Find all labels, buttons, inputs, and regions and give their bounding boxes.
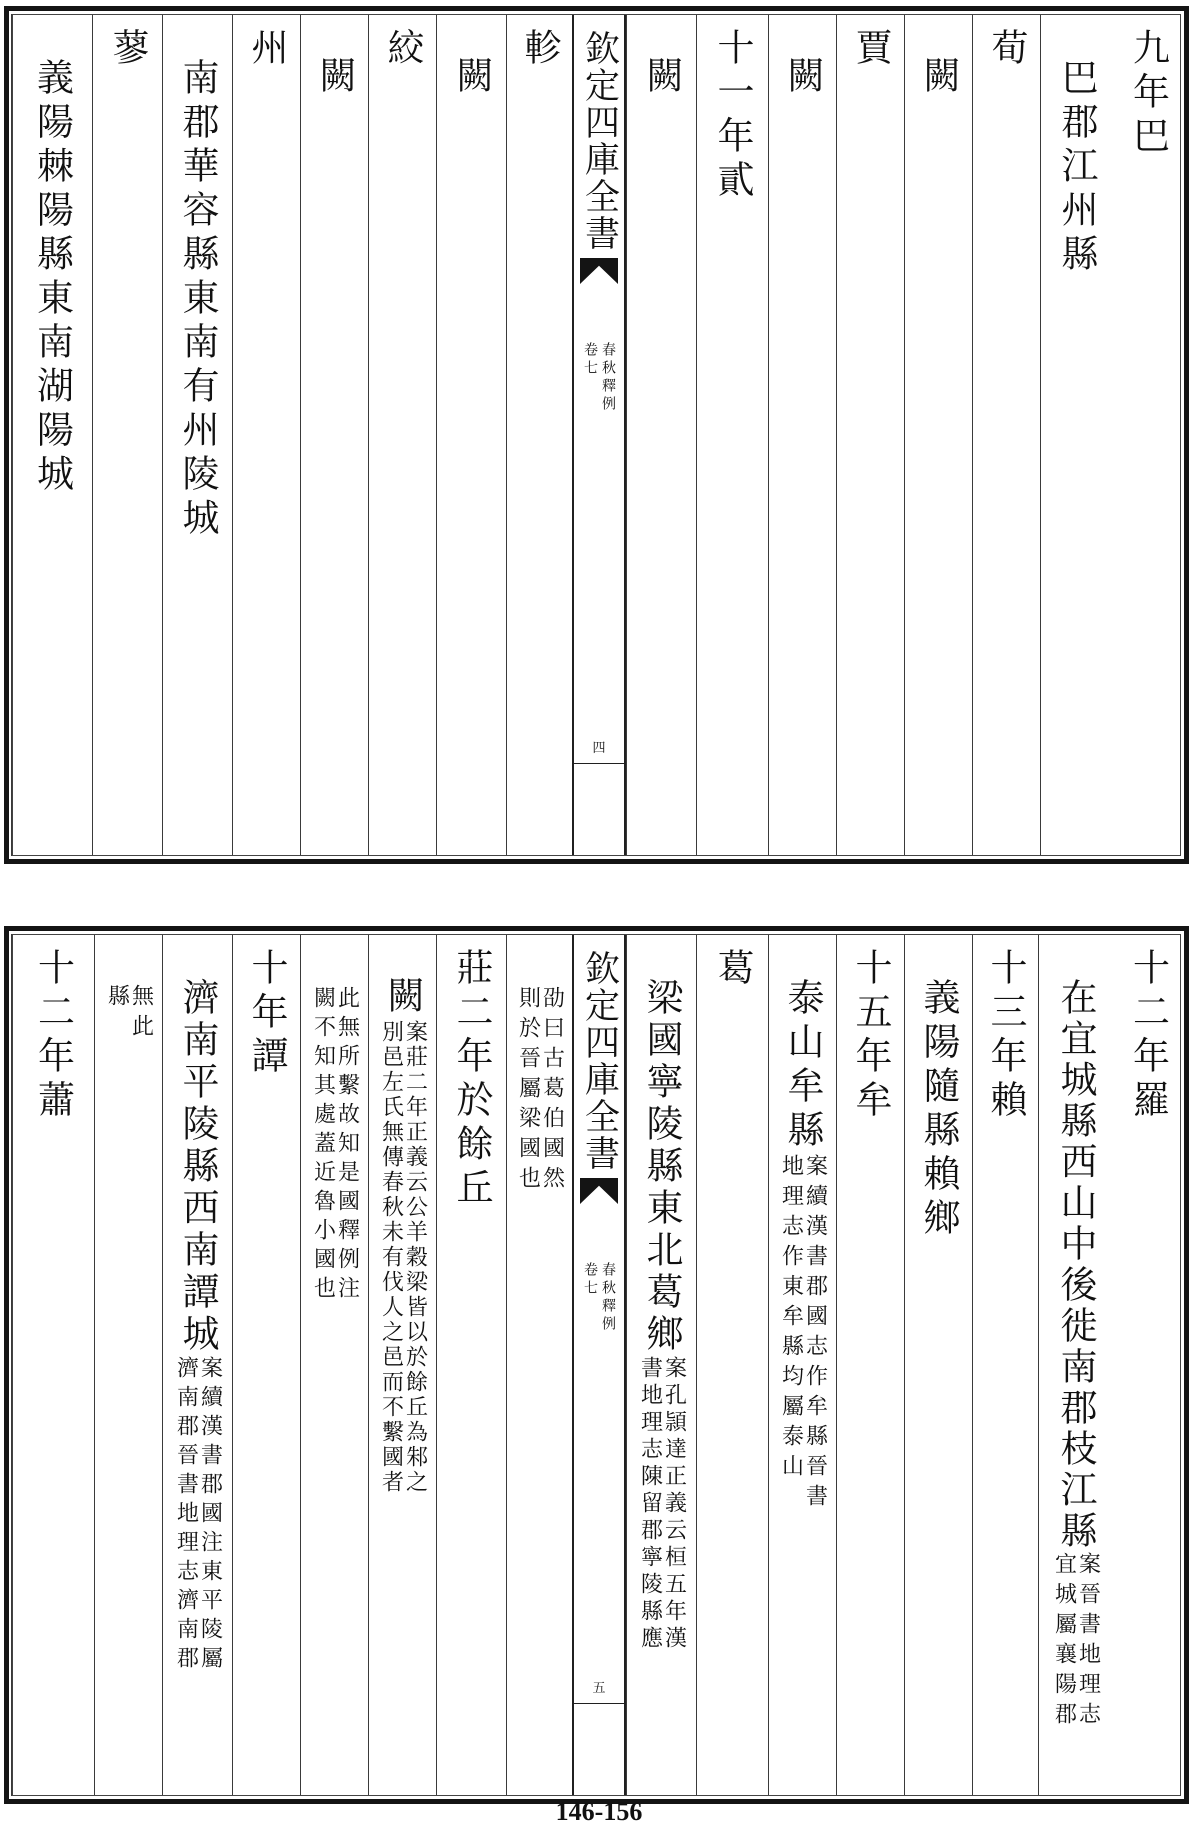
text-column <box>1040 14 1112 856</box>
commentary-line: 無此 <box>128 984 154 1044</box>
commentary-line: 宜城屬襄陽郡 <box>1051 1552 1077 1732</box>
main-text: 闕 <box>381 976 424 1020</box>
center-fold-column <box>572 934 626 1796</box>
main-text: 十年譚 <box>245 948 288 1080</box>
text-column <box>368 14 436 856</box>
text-column <box>11 14 92 856</box>
center-title: 欽定四庫全書 <box>579 30 620 252</box>
fishtail-mark <box>580 258 618 284</box>
commentary-line: 別邑左氏無傳春秋未有伐人之邑而不繫國者 <box>378 1020 404 1495</box>
text-column <box>300 934 368 1796</box>
main-text: 十五年牟 <box>849 948 892 1124</box>
fishtail-mark <box>580 1178 618 1204</box>
text-column <box>626 934 696 1796</box>
center-fold-column <box>572 14 626 856</box>
book-title: 春秋釋例 <box>600 1262 616 1334</box>
commentary-line: 闕不知其處蓋近魯小國也 <box>310 986 336 1305</box>
text-column <box>1038 934 1112 1796</box>
text-column <box>506 14 572 856</box>
text-column <box>626 14 696 856</box>
commentary-line: 案續漢書郡國注東平陵屬 <box>197 1356 223 1675</box>
commentary-line: 案續漢書郡國志作牟縣晉書 <box>802 1154 828 1514</box>
text-column <box>1112 934 1184 1796</box>
text-column <box>162 14 232 856</box>
text-column <box>232 934 300 1796</box>
main-text: 賈 <box>849 28 892 72</box>
bottom-page <box>4 926 1189 1804</box>
main-text: 泰山牟縣 <box>781 978 824 1154</box>
commentary-line: 此無所繫故知是國釋例注 <box>334 986 360 1305</box>
text-column <box>436 934 506 1796</box>
main-text: 荀 <box>985 28 1028 72</box>
text-column <box>904 934 972 1796</box>
main-text: 南郡華容縣東南有州陵城 <box>176 58 219 542</box>
center-title: 欽定四庫全書 <box>579 950 620 1172</box>
commentary-line: 地理志作東牟縣均屬泰山 <box>778 1154 804 1484</box>
commentary-line: 濟南郡晉書地理志濟南郡 <box>173 1356 199 1675</box>
text-column <box>768 14 836 856</box>
text-column <box>836 14 904 856</box>
page-reference: 146-156 <box>555 1797 643 1826</box>
text-column <box>836 934 904 1796</box>
book-title: 春秋釋例 <box>600 342 616 414</box>
main-text: 十二年羅 <box>1126 948 1170 1124</box>
main-text: 闕 <box>917 56 960 100</box>
volume-label: 卷七 <box>582 342 598 378</box>
main-text: 十三年賴 <box>984 948 1027 1124</box>
text-column <box>904 14 972 856</box>
main-text: 闕 <box>313 56 356 100</box>
main-text: 義陽棘陽縣東南湖陽城 <box>30 58 74 498</box>
main-text: 梁國寧陵縣東北葛鄉 <box>640 978 683 1356</box>
main-text: 軫 <box>518 28 561 72</box>
commentary-line: 案孔頴達正義云桓五年漢 <box>661 1356 687 1653</box>
text-column <box>162 934 232 1796</box>
text-column <box>11 934 94 1796</box>
text-column <box>972 934 1038 1796</box>
leaf-divider <box>574 1703 624 1704</box>
text-column <box>300 14 368 856</box>
main-text: 在宜城縣西山中後徙南郡枝江縣 <box>1054 978 1097 1552</box>
text-column <box>232 14 300 856</box>
text-column <box>1112 14 1184 856</box>
commentary-line: 案莊二年正義云公羊穀梁皆以於餘丘為邾之 <box>402 1020 428 1495</box>
main-text: 十一年貳 <box>711 28 754 204</box>
volume-label: 卷七 <box>582 1262 598 1298</box>
main-text: 濟南平陵縣西南譚城 <box>176 978 219 1356</box>
text-column <box>436 14 506 856</box>
main-text: 巴郡江州縣 <box>1055 58 1098 278</box>
commentary-line: 案晉書地理志 <box>1075 1552 1101 1732</box>
main-text: 闕 <box>640 56 683 100</box>
main-text: 義陽隨縣賴鄉 <box>917 978 960 1242</box>
main-text: 州 <box>245 28 288 72</box>
text-column <box>368 934 436 1796</box>
main-text: 蓼 <box>106 28 149 72</box>
text-column <box>696 934 768 1796</box>
main-text: 九年巴 <box>1126 28 1170 160</box>
main-text: 絞 <box>381 28 424 72</box>
leaf-divider <box>574 763 624 764</box>
main-text: 闕 <box>781 56 824 100</box>
text-column <box>972 14 1040 856</box>
text-column <box>768 934 836 1796</box>
commentary-line: 縣 <box>104 984 130 1014</box>
text-column <box>94 934 162 1796</box>
text-column <box>506 934 572 1796</box>
main-text: 葛 <box>711 948 754 992</box>
main-text: 闕 <box>450 56 493 100</box>
text-column <box>696 14 768 856</box>
main-text: 莊二年於餘丘 <box>450 948 493 1212</box>
commentary-line: 則於晉屬梁國也 <box>515 986 541 1196</box>
commentary-line: 書地理志陳留郡寧陵縣應 <box>637 1356 663 1653</box>
leaf-number: 四 <box>592 741 606 756</box>
leaf-number: 五 <box>592 1681 606 1696</box>
main-text: 十二年蕭 <box>31 948 75 1124</box>
text-column <box>92 14 162 856</box>
commentary-line: 劭曰古葛伯國然 <box>539 986 565 1196</box>
top-page <box>4 6 1189 864</box>
